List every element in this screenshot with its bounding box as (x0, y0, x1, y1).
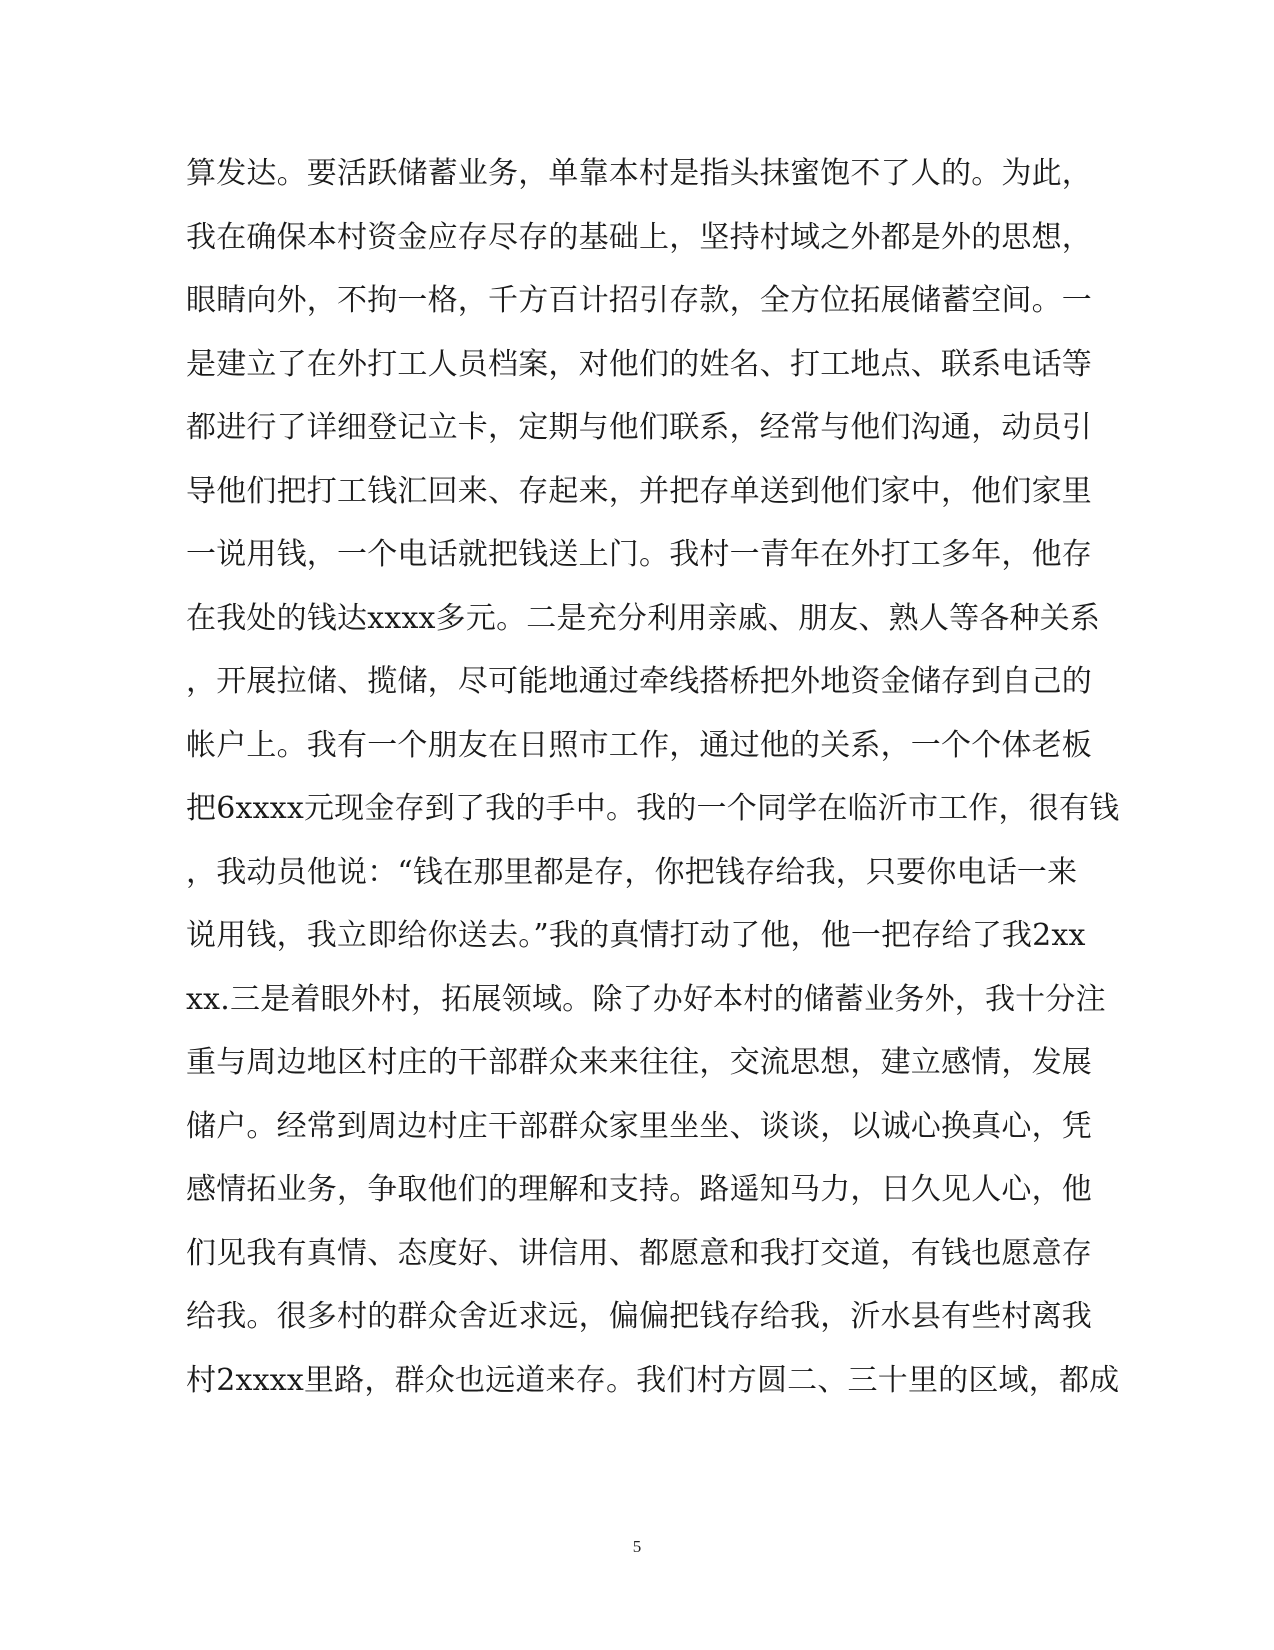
text-line-13: 说用钱，我立即给你送去。”我的真情打动了他，他一把存给了我2xx (186, 918, 1086, 953)
text-line-9: ，开展拉储、揽储，尽可能地通过牵线搭桥把外地资金储存到自己的 (186, 664, 1092, 699)
text-line-5: 都进行了详细登记立卡，定期与他们联系，经常与他们沟通，动员引 (186, 410, 1092, 445)
text-line-19: 给我。很多村的群众舍近求远，偏偏把钱存给我，沂水县有些村离我 (186, 1299, 1092, 1334)
text-line-16: 储户。经常到周边村庄干部群众家里坐坐、谈谈，以诚心换真心，凭 (186, 1108, 1092, 1144)
text-line-2: 我在确保本村资金应存尽存的基础上，坚持村域之外都是外的思想， (186, 219, 1092, 255)
text-line-7: 一说用钱，一个电话就把钱送上门。我村一青年在外打工多年，他存 (186, 537, 1092, 572)
text-line-3: 眼睛向外，不拘一格，千方百计招引存款，全方位拓展储蓄空间。一 (186, 283, 1092, 318)
text-line-15: 重与周边地区村庄的干部群众来来往往，交流思想，建立感情，发展 (186, 1045, 1092, 1080)
text-line-6: 导他们把打工钱汇回来、存起来，并把存单送到他们家中，他们家里 (186, 473, 1092, 509)
page-number: 5 (632, 1537, 642, 1556)
text-line-18: 们见我有真情、态度好、讲信用、都愿意和我打交道，有钱也愿意存 (186, 1235, 1092, 1271)
text-line-10: 帐户上。我有一个朋友在日照市工作，通过他的关系，一个个体老板 (186, 727, 1092, 763)
body-text (186, 155, 1120, 1425)
text-line-11: 把6xxxx元现金存到了我的手中。我的一个同学在临沂市工作，很有钱 (186, 791, 1120, 826)
text-line-17: 感情拓业务，争取他们的理解和支持。路遥知马力，日久见人心，他 (186, 1172, 1092, 1207)
text-line-12: ，我动员他说：“钱在那里都是存，你把钱存给我，只要你电话一来 (186, 854, 1078, 890)
text-line-4: 是建立了在外打工人员档案，对他们的姓名、打工地点、联系电话等 (186, 346, 1092, 382)
text-line-14: xx.三是着眼外村，拓展领域。除了办好本村的储蓄业务外，我十分注 (186, 981, 1106, 1017)
text-line-20: 村2xxxx里路，群众也远道来存。我们村方圆二、三十里的区域，都成 (186, 1362, 1120, 1398)
text-line-1: 算发达。要活跃储蓄业务，单靠本村是指头抹蜜饱不了人的。为此， (186, 156, 1092, 191)
text-line-8: 在我处的钱达xxxx多元。二是充分利用亲戚、朋友、熟人等各种关系 (186, 600, 1101, 636)
